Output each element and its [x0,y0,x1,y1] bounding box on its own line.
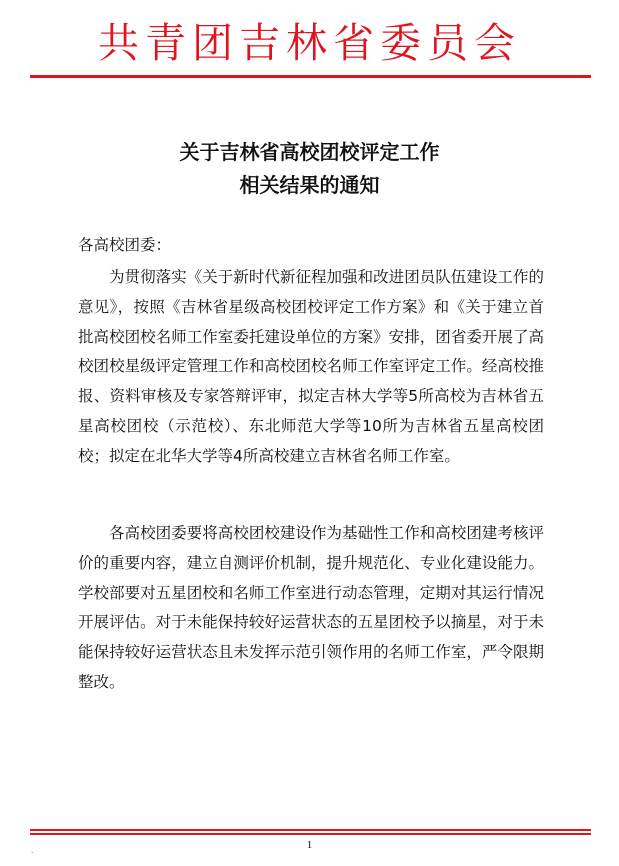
salutation: 各高校团委： [78,236,172,254]
header-red-rule [30,75,591,78]
footer-mark: . [31,846,34,855]
notice-title-line-1: 关于吉林省高校团校评定工作 [179,140,440,164]
body-paragraph: 为贯彻落实《关于新时代新征程加强和改进团员队伍建设工作的意见》，按照《吉林省星级高校团校评定工作方案》和《关于建立首批高校团校名师工作室委托建设单位的方案》安排，团省委开展了高校团校星级评定管理工作和高校团校名师工作室评定工作。经高校推报、资料审核及专家答辩评审，拟定吉林大学等5所高校为吉林省五星高校团校（示范校）、东北师范大学等10所为吉林省五星高校团校；拟定在北华大学等4所高校建立吉林省名师工作室。 [78,268,544,465]
org-header-title: 共青团吉林省委员会 [98,19,521,67]
footer-red-rule [30,833,591,835]
page-number: 1 [306,839,313,851]
notice-title-line-2: 相关结果的通知 [239,173,380,197]
footer-red-rule [30,829,591,831]
body-paragraph: 各高校团委要将高校团校建设作为基础性工作和高校团建考核评价的重要内容，建立自测评价机制，提升规范化、专业化建设能力。学校部要对五星团校和名师工作室进行动态管理，定期对其运行情况开展评估。对于未能保持较好运营状态的五星团校予以摘星，对于未能保持较好运营状态且未发挥示范引领作用的名师工作室，严令限期整改。 [78,524,544,691]
